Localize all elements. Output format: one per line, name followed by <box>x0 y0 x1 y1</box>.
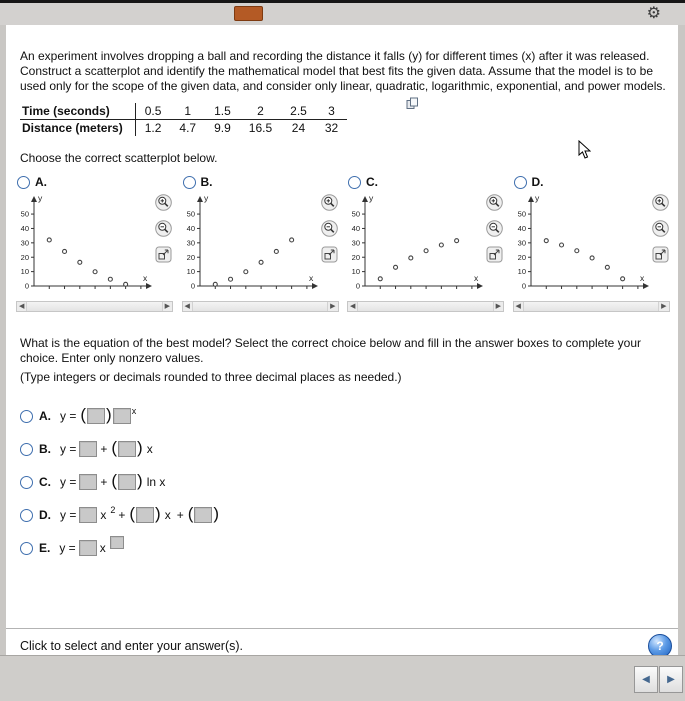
svg-text:20: 20 <box>186 252 195 262</box>
equation-paren: ) <box>106 405 112 424</box>
option-letter: C. <box>39 475 51 489</box>
option-letter: D. <box>531 175 544 189</box>
nav-next-button[interactable]: ▶ <box>659 666 683 693</box>
table-cell: 1 <box>170 103 205 120</box>
radio-scatterplot-c[interactable] <box>348 176 361 189</box>
equation-exponent <box>110 536 124 551</box>
svg-text:20: 20 <box>20 252 29 262</box>
svg-text:40: 40 <box>186 224 195 234</box>
expand-graph-icon[interactable] <box>155 246 172 263</box>
scroll-right-icon[interactable]: ▶ <box>661 303 667 310</box>
svg-text:30: 30 <box>186 238 195 248</box>
equation-paren: ( <box>111 438 118 457</box>
table-cell: 24 <box>291 121 306 135</box>
zoom-in-icon[interactable] <box>486 194 503 211</box>
radio-equation-c[interactable] <box>20 476 33 489</box>
equation-template <box>57 406 136 426</box>
option-letter: E. <box>39 541 51 555</box>
data-table <box>20 103 347 136</box>
answer-box[interactable] <box>79 441 97 457</box>
scatterplot-b[interactable] <box>180 192 320 298</box>
equation-text: x <box>99 541 106 555</box>
toolbar-highlight <box>234 6 263 21</box>
equation-template <box>57 472 168 492</box>
table-cell: 0.5 <box>135 103 170 120</box>
table-cell: 2 <box>240 103 281 120</box>
expand-graph-icon[interactable] <box>486 246 503 263</box>
scroll-left-icon[interactable]: ◀ <box>184 303 190 310</box>
help-button[interactable]: ? <box>648 634 672 658</box>
zoom-in-icon[interactable] <box>155 194 172 211</box>
radio-equation-b[interactable] <box>20 443 33 456</box>
equation-choice-e <box>20 536 678 560</box>
scrollbar-track[interactable] <box>523 302 659 311</box>
zoom-out-icon[interactable] <box>155 220 172 237</box>
option-letter: B. <box>39 442 51 456</box>
zoom-in-icon[interactable] <box>321 194 338 211</box>
option-letter: D. <box>39 508 51 522</box>
svg-text:30: 30 <box>351 238 360 248</box>
answer-box[interactable] <box>113 408 131 424</box>
browser-toolbar <box>0 3 685 25</box>
equation-note: (Type integers or decimals rounded to three decimal places as needed.) <box>20 370 402 384</box>
equation-text: y = <box>60 475 77 489</box>
table-cell: 32 <box>324 121 339 135</box>
answer-box[interactable] <box>79 540 97 556</box>
scatterplot-prompt: Choose the correct scatterplot below. <box>20 151 218 165</box>
equation-text: y = <box>60 508 77 522</box>
scroll-right-icon[interactable]: ▶ <box>330 303 336 310</box>
equation-paren: ( <box>80 405 87 424</box>
equation-text: ln x <box>146 475 166 489</box>
svg-text:40: 40 <box>351 224 360 234</box>
equation-choices <box>20 404 678 560</box>
question-content <box>6 25 678 655</box>
svg-text:50: 50 <box>351 209 360 219</box>
scroll-right-icon[interactable]: ▶ <box>495 303 501 310</box>
svg-text:x: x <box>474 273 479 283</box>
radio-equation-d[interactable] <box>20 509 33 522</box>
scatterplot-option-b <box>180 174 346 312</box>
row-header-time: Time (seconds) <box>20 103 135 120</box>
footer-instruction: Click to select and enter your answer(s). <box>20 639 244 653</box>
equation-text: y = <box>60 409 77 423</box>
plot-scrollbar[interactable] <box>513 301 670 312</box>
svg-text:0: 0 <box>190 281 195 291</box>
svg-text:10: 10 <box>351 267 360 277</box>
equation-text: + <box>100 475 108 489</box>
scatterplot-option-c <box>345 174 511 312</box>
scrollbar-track[interactable] <box>357 302 493 311</box>
scrollbar-track[interactable] <box>192 302 328 311</box>
equation-exponent: x <box>131 406 137 416</box>
zoom-out-icon[interactable] <box>652 220 669 237</box>
zoom-out-icon[interactable] <box>486 220 503 237</box>
plot-scrollbar[interactable] <box>182 301 339 312</box>
answer-box[interactable] <box>118 474 136 490</box>
equation-template <box>56 540 123 556</box>
answer-box[interactable] <box>136 507 154 523</box>
mouse-cursor <box>578 140 591 164</box>
scatterplot-a[interactable] <box>14 192 154 298</box>
svg-text:50: 50 <box>517 209 526 219</box>
equation-text: + <box>118 508 126 522</box>
scroll-left-icon[interactable]: ◀ <box>19 303 25 310</box>
option-letter: A. <box>35 175 47 189</box>
equation-paren: ( <box>187 504 194 523</box>
table-cell: 9.9 <box>214 121 231 135</box>
equation-text: y = <box>59 541 76 555</box>
radio-equation-a[interactable] <box>20 410 33 423</box>
equation-text: x <box>146 442 153 456</box>
equation-template <box>57 439 156 459</box>
svg-text:y: y <box>534 193 539 203</box>
svg-text:10: 10 <box>186 267 195 277</box>
equation-text: + <box>176 508 184 522</box>
svg-text:30: 30 <box>517 238 526 248</box>
svg-text:10: 10 <box>20 267 29 277</box>
question-text: An experiment involves dropping a ball and recording the distance it falls (y) for different times (x) after it was released. Construct a scatterplot and identify the mathematical model that best fits the given data. Assume that the model is to be used only for the scope of the given data, and consider only linear, quadratic, logarithmic, exponential, and power models. <box>20 49 666 93</box>
answer-box[interactable] <box>79 507 97 523</box>
table-cell: 16.5 <box>248 121 273 135</box>
radio-equation-e[interactable] <box>20 542 33 555</box>
equation-paren: ) <box>137 471 143 490</box>
table-row <box>20 103 347 120</box>
scroll-left-icon[interactable]: ◀ <box>515 303 521 310</box>
equation-paren: ( <box>111 471 118 490</box>
equation-prompt: What is the equation of the best model? Select the correct choice below and fill in the answer boxes to complete your choice. Enter only nonzero values. <box>20 336 642 365</box>
copy-data-icon[interactable] <box>406 97 419 115</box>
expand-graph-icon[interactable] <box>321 246 338 263</box>
equation-exponent: 2 <box>110 505 116 515</box>
equation-choice-a <box>20 404 678 428</box>
nav-previous-button[interactable]: ◀ <box>634 666 658 693</box>
svg-text:50: 50 <box>20 209 29 219</box>
table-cell: 1.5 <box>205 103 240 120</box>
scroll-right-icon[interactable]: ▶ <box>164 303 170 310</box>
svg-text:x: x <box>639 273 644 283</box>
svg-text:x: x <box>143 273 148 283</box>
svg-text:0: 0 <box>24 281 29 291</box>
radio-scatterplot-b[interactable] <box>183 176 196 189</box>
plot-scrollbar[interactable] <box>347 301 504 312</box>
answer-box[interactable] <box>194 507 212 523</box>
svg-text:0: 0 <box>355 281 360 291</box>
table-cell: 3 <box>316 103 347 120</box>
svg-text:y: y <box>203 193 208 203</box>
equation-text: + <box>100 442 108 456</box>
radio-scatterplot-a[interactable] <box>17 176 30 189</box>
scatterplot-option-a <box>14 174 180 312</box>
svg-text:x: x <box>308 273 313 283</box>
svg-text:20: 20 <box>351 252 360 262</box>
svg-text:40: 40 <box>20 224 29 234</box>
expand-graph-icon[interactable] <box>652 246 669 263</box>
scroll-left-icon[interactable]: ◀ <box>350 303 356 310</box>
table-row <box>20 120 347 137</box>
equation-paren: ) <box>213 504 220 523</box>
answer-footer <box>6 628 678 653</box>
svg-text:y: y <box>369 193 374 203</box>
option-letter: B. <box>200 175 213 189</box>
option-letter: A. <box>39 409 51 423</box>
scatterplot-option-d <box>511 174 677 312</box>
radio-scatterplot-d[interactable] <box>514 176 527 189</box>
row-header-distance: Distance (meters) <box>20 120 135 137</box>
answer-box[interactable] <box>118 441 136 457</box>
equation-choice-b <box>20 437 678 461</box>
answer-box[interactable] <box>79 474 97 490</box>
gear-icon[interactable]: ⚙ <box>646 5 661 22</box>
table-cell: 4.7 <box>179 121 197 135</box>
table-cell: 2.5 <box>281 103 316 120</box>
plot-scrollbar[interactable] <box>16 301 173 312</box>
table-cell: 1.2 <box>144 121 162 135</box>
scrollbar-track[interactable] <box>26 302 162 311</box>
svg-text:20: 20 <box>517 252 526 262</box>
svg-text:40: 40 <box>517 224 526 234</box>
equation-text: x <box>100 508 107 522</box>
equation-paren: ( <box>129 504 136 523</box>
equation-paren: ) <box>137 438 143 457</box>
equation-choice-d <box>20 503 678 527</box>
equation-template <box>57 505 220 525</box>
svg-text:0: 0 <box>521 281 526 291</box>
equation-text: y = <box>60 442 77 456</box>
zoom-out-icon[interactable] <box>321 220 338 237</box>
bottom-navigation-bar <box>0 655 685 701</box>
answer-box[interactable] <box>87 408 105 424</box>
svg-text:y: y <box>38 193 43 203</box>
scatterplot-d[interactable] <box>511 192 651 298</box>
equation-choice-c <box>20 470 678 494</box>
svg-text:30: 30 <box>20 238 29 248</box>
answer-box[interactable] <box>110 536 124 549</box>
scatterplot-options <box>14 174 676 312</box>
equation-text: x <box>164 508 171 522</box>
svg-text:10: 10 <box>517 267 526 277</box>
equation-paren: ) <box>155 504 161 523</box>
scatterplot-c[interactable] <box>345 192 485 298</box>
svg-text:50: 50 <box>186 209 195 219</box>
zoom-in-icon[interactable] <box>652 194 669 211</box>
option-letter: C. <box>366 175 378 189</box>
